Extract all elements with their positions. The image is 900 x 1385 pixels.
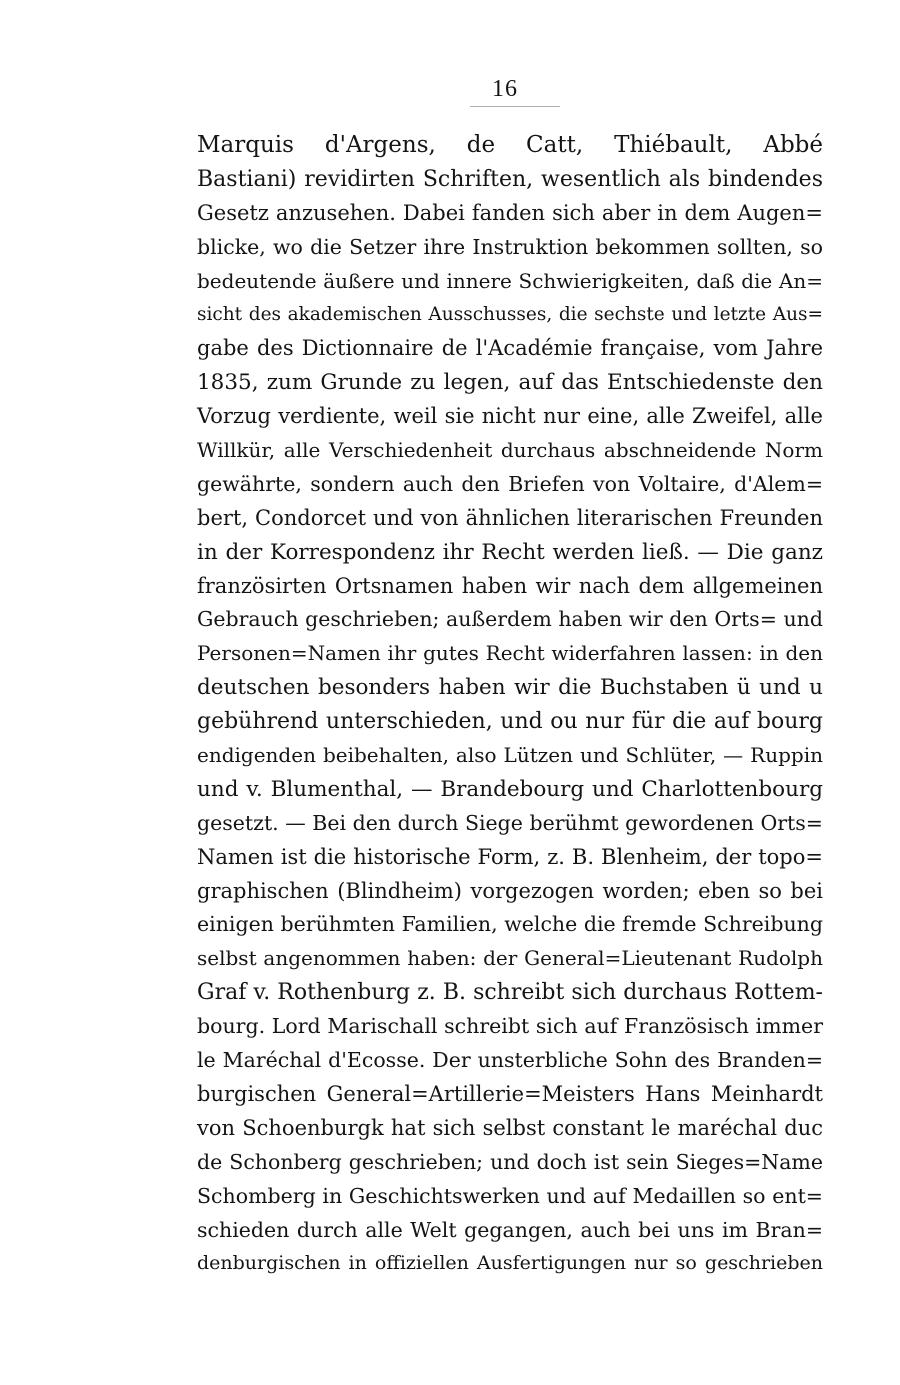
text-line: endigenden beibehalten, also Lützen und Schlüter, — Ruppin [197,743,823,768]
text-line: Bastiani) revidirten Schriften, wesentlich als bindendes [197,166,823,192]
text-line: einigen berühmten Familien, welche die fremde Schreibung [197,912,823,937]
text-line: 1835, zum Grunde zu legen, auf das Entschiedenste den [197,370,823,396]
text-line: le Maréchal d'Ecosse. Der unsterbliche Sohn des Branden= [197,1048,823,1073]
text-line: Marquis d'Argens, de Catt, Thiébault, Abbé [197,132,823,158]
text-line: Gesetz anzusehen. Dabei fanden sich aber in dem Augen= [197,200,823,225]
text-line: gabe des Dictionnaire de l'Académie française, vom Jahre [197,336,823,361]
page-number: 16 [492,76,518,102]
text-line: gebührend unterschieden, und ou nur für die auf bourg [197,709,823,735]
text-line: deutschen besonders haben wir die Buchstaben ü und u [197,675,823,701]
text-line: denburgischen in offiziellen Ausfertigungen nur so geschrieben [197,1252,823,1275]
text-line: blicke, wo die Setzer ihre Instruktion bekommen sollten, so [197,234,823,259]
text-line: sicht des akademischen Ausschusses, die sechste und letzte Aus= [197,304,823,326]
text-line: bourg. Lord Marischall schreibt sich auf Französisch immer [197,1014,823,1039]
text-line: selbst angenommen haben: der General=Lieutenant Rudolph [197,946,823,971]
text-line: Namen ist die historische Form, z. B. Blenheim, der topo= [197,844,823,869]
text-line: Vorzug verdiente, weil sie nicht nur eine, alle Zweifel, alle [197,404,823,429]
text-line: gesetzt. — Bei den durch Siege berühmt gewordenen Orts= [197,810,823,835]
text-line: französirten Ortsnamen haben wir nach dem allgemeinen [197,573,823,598]
text-line: Gebrauch geschrieben; außerdem haben wir den Orts= und [197,607,823,632]
text-line: burgischen General=Artillerie=Meisters Hans Meinhardt [197,1081,823,1106]
text-line: in der Korrespondenz ihr Recht werden ließ. — Die ganz [197,539,823,565]
text-line: graphischen (Blindheim) vorgezogen worden; eben so bei [197,878,823,903]
text-line: Personen=Namen ihr gutes Recht widerfahren lassen: in den [197,641,823,666]
text-line: von Schoenburgk hat sich selbst constant le maréchal duc [197,1115,823,1140]
body-text [197,129,823,1281]
text-line: Willkür, alle Verschiedenheit durchaus abschneidende Norm [197,438,823,463]
text-line: und v. Blumenthal, — Brandebourg und Charlottenbourg [197,776,823,802]
text-line: bert, Condorcet und von ähnlichen literarischen Freunden [197,505,823,530]
text-line: Graf v. Rothenburg z. B. schreibt sich durchaus Rottem- [197,980,823,1006]
text-line: Schomberg in Geschichtswerken und auf Medaillen so ent= [197,1183,823,1208]
text-line: bedeutende äußere und innere Schwierigkeiten, daß die An= [197,268,823,293]
text-line: schieden durch alle Welt gegangen, auch bei uns im Bran= [197,1217,823,1242]
text-line: de Schonberg geschrieben; und doch ist sein Sieges=Name [197,1149,823,1174]
header-rule [470,106,560,107]
text-line: gewährte, sondern auch den Briefen von Voltaire, d'Alem= [197,471,823,496]
